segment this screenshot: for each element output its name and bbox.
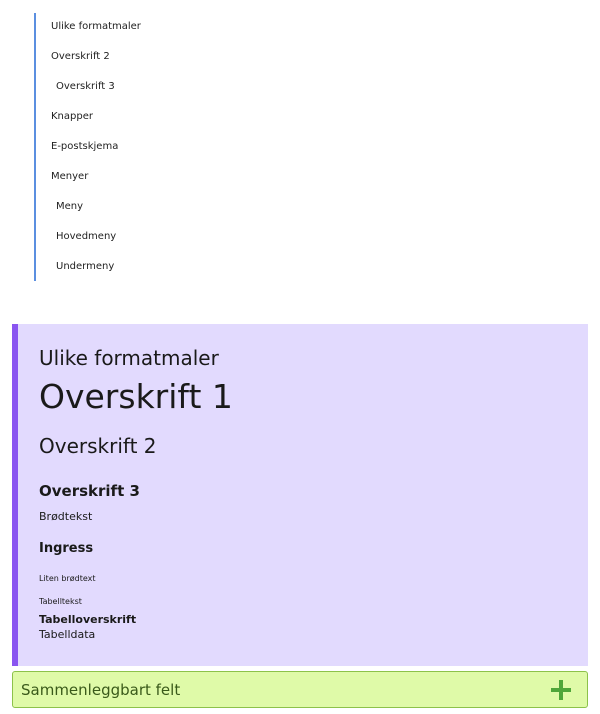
- body-text-sample: Brødtekst: [39, 510, 93, 523]
- toc-item-overskrift-2[interactable]: Overskrift 2: [51, 51, 110, 62]
- toc-item-e-postskjema[interactable]: E-postskjema: [51, 141, 119, 152]
- table-header-sample: Tabelloverskrift: [39, 613, 137, 626]
- format-styles-panel: [12, 324, 588, 666]
- toc-item-hovedmeny[interactable]: Hovedmeny: [56, 231, 117, 242]
- collapsible-label: Sammenleggbart felt: [21, 681, 181, 699]
- heading-1-sample: Overskrift 1: [39, 377, 233, 416]
- toc-item-undermeny[interactable]: Undermeny: [56, 261, 115, 272]
- toc-item-meny[interactable]: Meny: [56, 201, 84, 212]
- toc-item-menyer[interactable]: Menyer: [51, 171, 89, 182]
- toc-item-ulike-formatmaler[interactable]: Ulike formatmaler: [51, 21, 141, 32]
- toc-item-knapper[interactable]: Knapper: [51, 111, 93, 122]
- table-data-sample: Tabelldata: [39, 628, 96, 641]
- ingress-sample: Ingress: [39, 541, 94, 556]
- table-of-contents: [34, 13, 256, 281]
- toc-item-overskrift-3[interactable]: Overskrift 3: [56, 81, 115, 92]
- heading-3-sample: Overskrift 3: [39, 482, 140, 500]
- table-text-sample: Tabelltekst: [39, 597, 82, 606]
- plus-icon[interactable]: [551, 680, 571, 700]
- styles-title: Ulike formatmaler: [39, 346, 219, 370]
- collapsible-field[interactable]: [12, 671, 588, 708]
- heading-2-sample: Overskrift 2: [39, 434, 157, 458]
- small-text-sample: Liten brødtext: [39, 574, 96, 583]
